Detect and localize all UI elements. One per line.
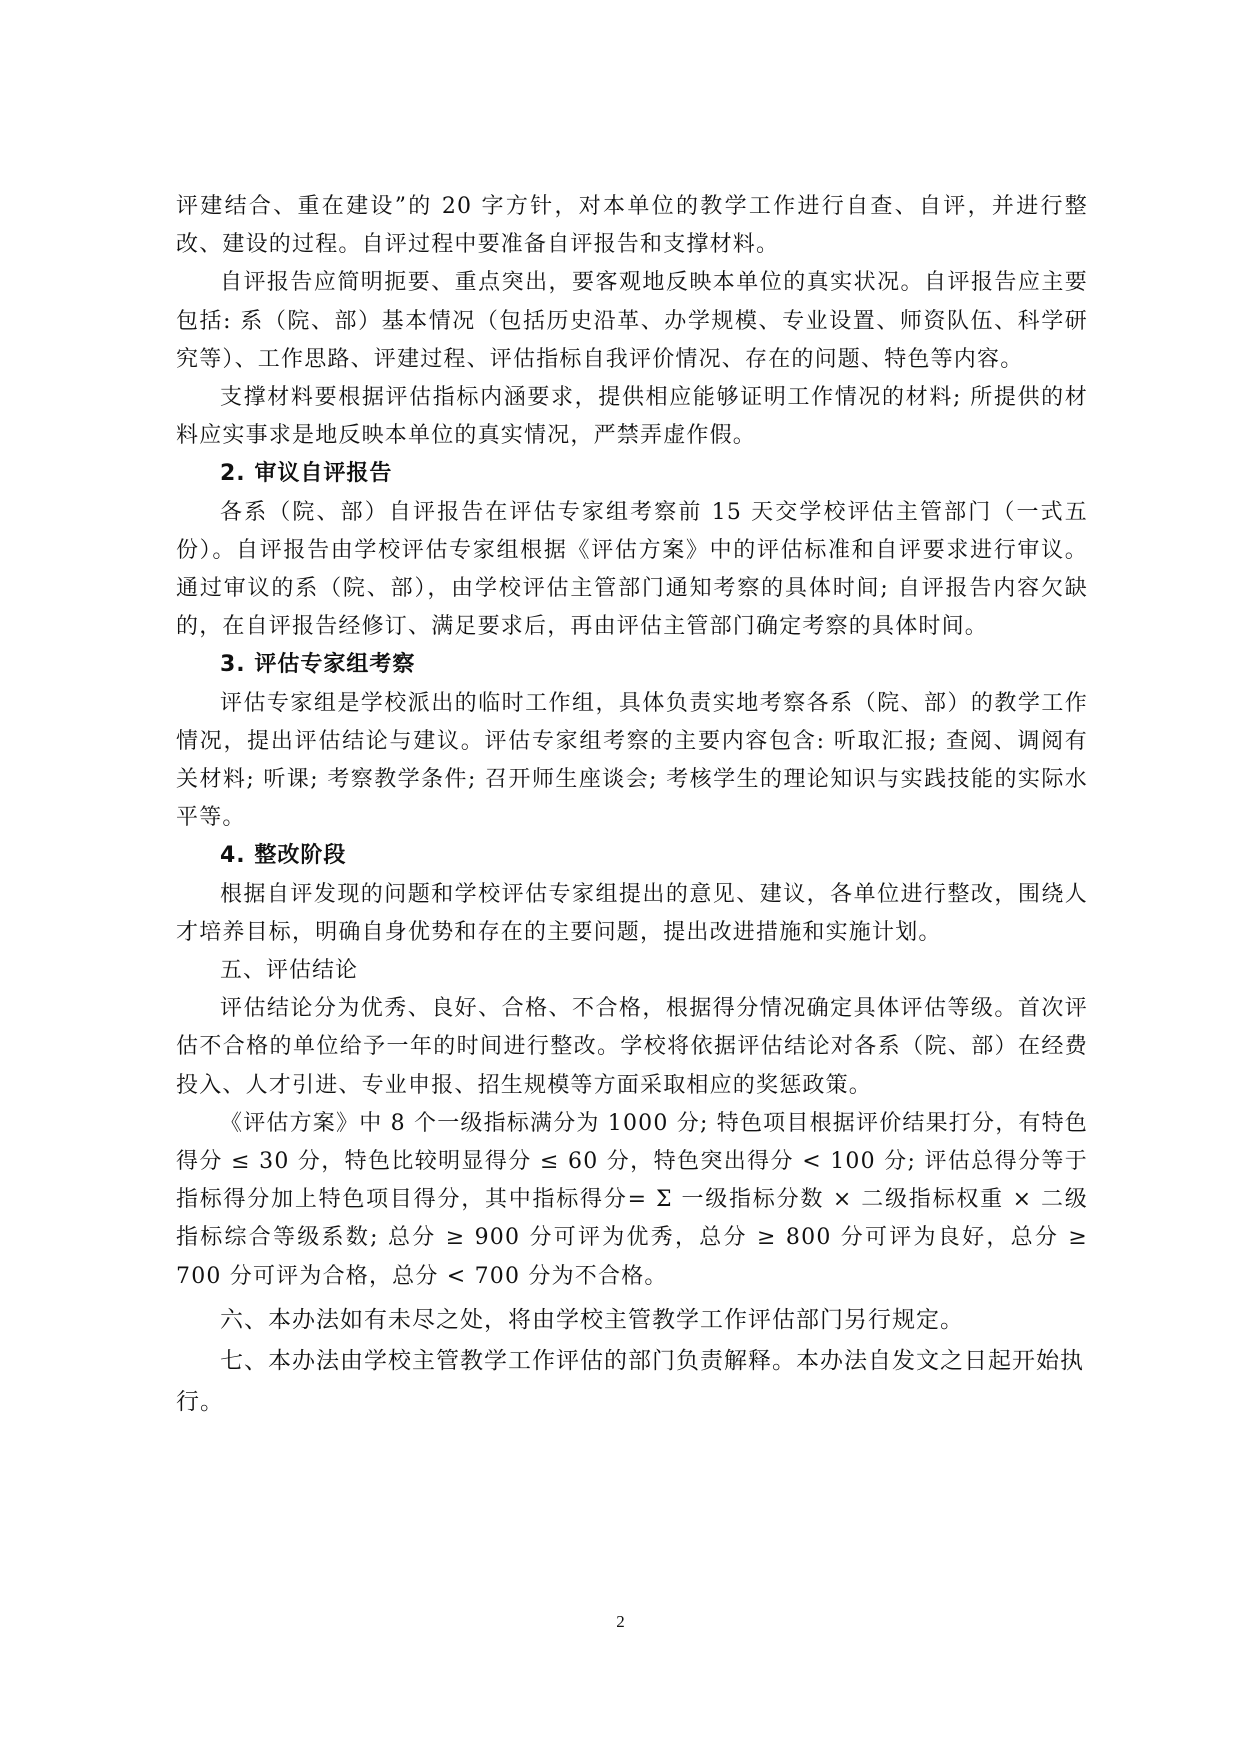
page-number: 2 xyxy=(616,1612,625,1631)
paragraph-evaluation-process: 评建结合、重在建设”的 20 字方针，对本单位的教学工作进行自查、自评，并进行整改、建设的过程。自评过程中要准备自评报告和支撑材料。 xyxy=(176,194,1088,258)
heading-review-self-report: 2. 审议自评报告 xyxy=(220,461,393,487)
paragraph-review-self-report: 各系（院、部）自评报告在评估专家组考察前 15 天交学校评估主管部门（一式五份）。自评报告由学校评估专家组根据《评估方案》中的评估标准和自评要求进行审议。通过审议的系（院、部），由学校评估主管部门通知考察的具体时间; 自评报告内容欠缺的，在自评报告经修订、满足要求后，再由评估主管部门确定考察的具体时间。 xyxy=(176,499,1088,640)
paragraph-rectification: 根据自评发现的问题和学校评估专家组提出的意见、建议，各单位进行整改，围绕人才培养目标，明确自身优势和存在的主要问题，提出改进措施和实施计划。 xyxy=(176,881,1088,945)
clause-seven: 七、本办法由学校主管教学工作评估的部门负责解释。本办法自发文之日起开始执行。 xyxy=(176,1347,1084,1415)
heading-evaluation-conclusion: 五、评估结论 xyxy=(220,958,359,984)
clause-six: 六、本办法如有未尽之处，将由学校主管教学工作评估部门另行规定。 xyxy=(220,1306,964,1333)
paragraph-self-report-content: 自评报告应简明扼要、重点突出，要客观地反映本单位的真实状况。自评报告应主要包括: 系（院、部）基本情况（包括历史沿革、办学规模、专业设置、师资队伍、科学研究等）、工作思路、评建过程、评估指标自我评价情况、存在的问题、特色等内容。 xyxy=(176,270,1088,372)
paragraph-scoring-rules: 《评估方案》中 8 个一级指标满分为 1000 分; 特色项目根据评价结果打分，有特色得分 ≤ 30 分，特色比较明显得分 ≤ 60 分，特色突出得分 < 100 分; 评估总得分等于指标得分加上特色项目得分，其中指标得分= Σ 一级指标分数 × 二级指标权重 × 二级指标综合等级系数; 总分 ≥ 900 分可评为优秀，总分 ≥ 800 分可评为良好，总分 ≥ 700 分可评为合格，总分 < 700 分为不合格。 xyxy=(176,1110,1088,1289)
heading-rectification-stage: 4. 整改阶段 xyxy=(220,843,347,869)
paragraph-expert-inspection: 评估专家组是学校派出的临时工作组，具体负责实地考察各系（院、部）的教学工作情况，提出评估结论与建议。评估专家组考察的主要内容包含: 听取汇报; 查阅、调阅有关材料; 听课; 考察教学条件; 召开师生座谈会; 考核学生的理论知识与实践技能的实际水平等。 xyxy=(176,690,1088,831)
heading-expert-inspection: 3. 评估专家组考察 xyxy=(220,652,416,678)
paragraph-evaluation-conclusion: 评估结论分为优秀、良好、合格、不合格，根据得分情况确定具体评估等级。首次评估不合格的单位给予一年的时间进行整改。学校将依据评估结论对各系（院、部）在经费投入、人才引进、专业申报、招生规模等方面采取相应的奖惩政策。 xyxy=(176,996,1088,1098)
paragraph-supporting-materials: 支撑材料要根据评估指标内涵要求，提供相应能够证明工作情况的材料; 所提供的材料应实事求是地反映本单位的真实情况，严禁弄虚作假。 xyxy=(176,385,1088,449)
document-body xyxy=(176,188,1088,1423)
